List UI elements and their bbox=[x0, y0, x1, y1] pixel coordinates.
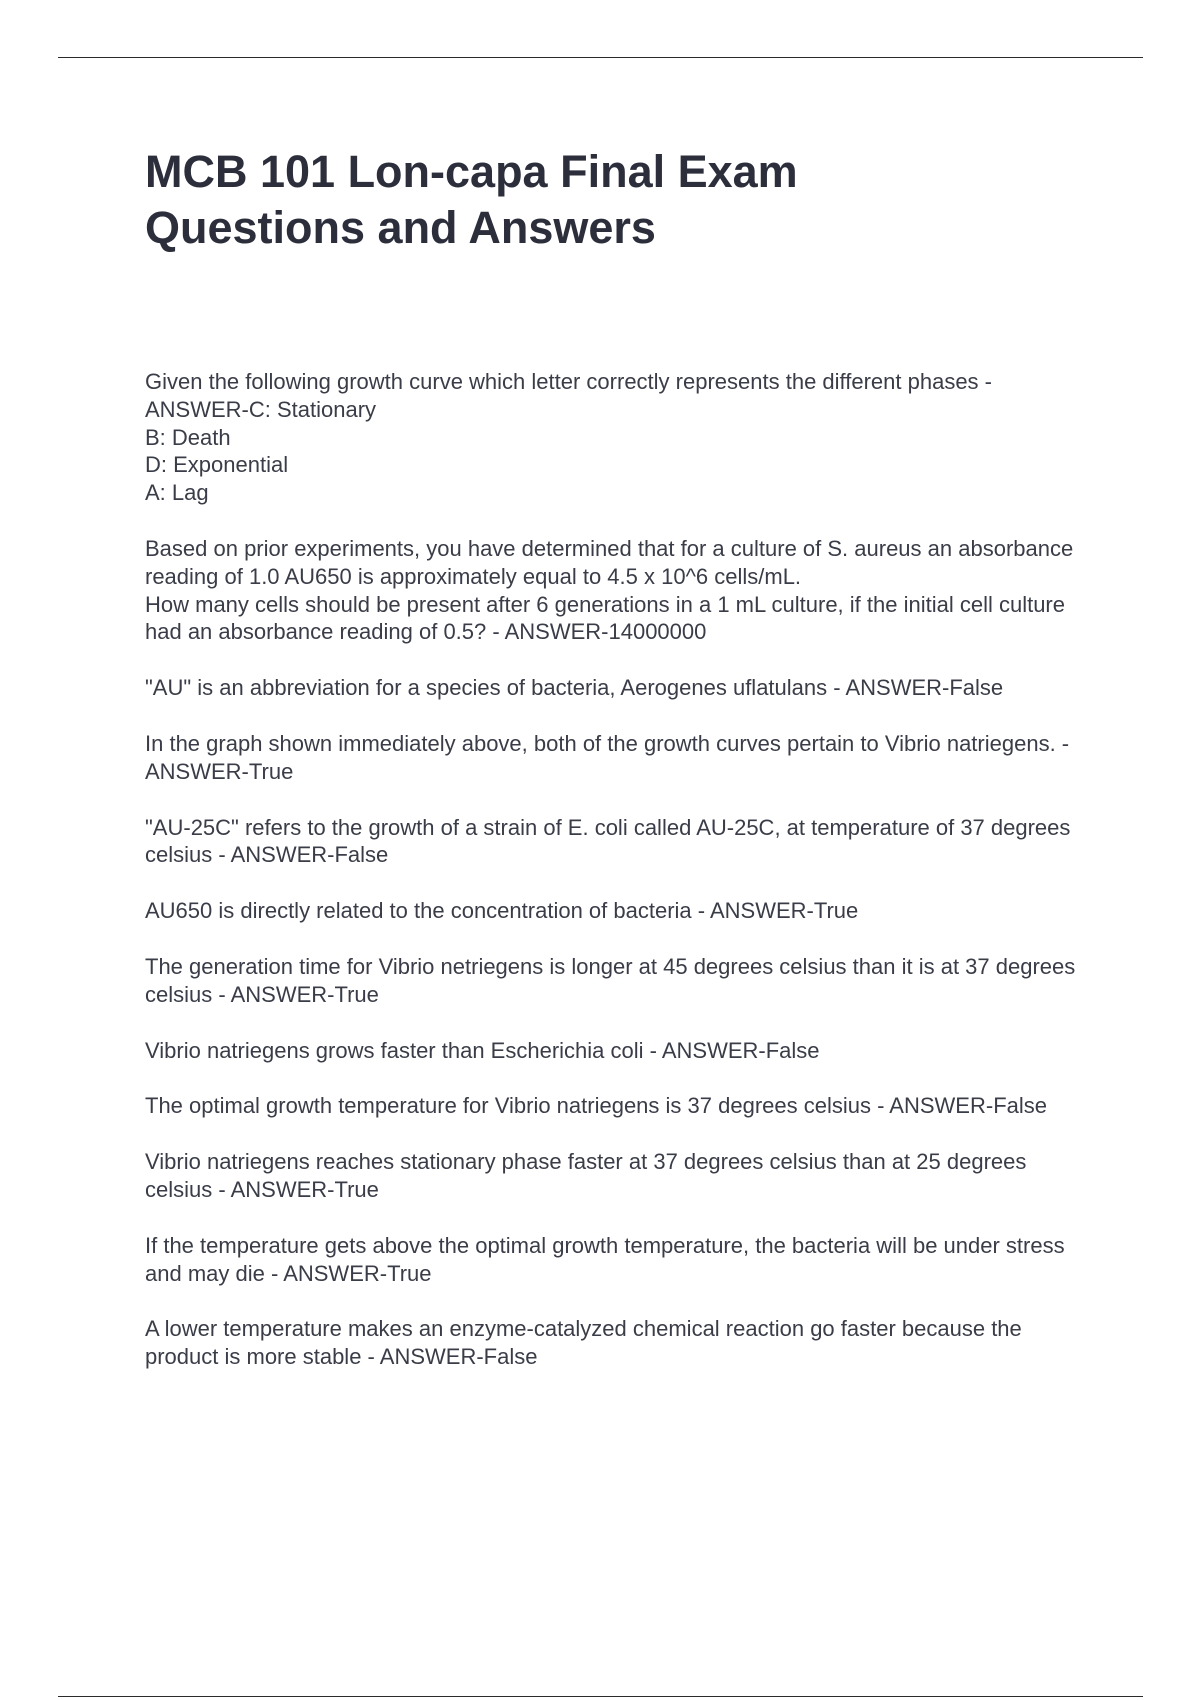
qa-item: A lower temperature makes an enzyme-catalyzed chemical reaction go faster because the product is more stable - ANSWER-False bbox=[145, 1316, 1022, 1370]
qa-item: If the temperature gets above the optimal growth temperature, the bacteria will be under stress and may die - ANSWER-True bbox=[145, 1232, 1065, 1286]
qa-item: "AU-25C" refers to the growth of a strain of E. coli called AU-25C, at temperature of 37 degrees celsius - ANSWER-False bbox=[145, 814, 1071, 868]
page-title bbox=[145, 144, 1045, 256]
title-line-1: MCB 101 Lon-capa Final Exam bbox=[145, 146, 798, 197]
qa-item: "AU" is an abbreviation for a species of bacteria, Aerogenes uflatulans - ANSWER-False bbox=[145, 675, 1004, 701]
qa-item: Given the following growth curve which letter correctly represents the different phases - ANSWER-C: Stationary B: Death D: Exponential A: Lag bbox=[145, 369, 992, 506]
qa-item: Vibrio natriegens reaches stationary phase faster at 37 degrees celsius than at 25 degrees celsius - ANSWER-True bbox=[145, 1149, 1027, 1202]
qa-item: The generation time for Vibrio netriegens is longer at 45 degrees celsius than it is at 37 degrees celsius - ANSWER-True bbox=[145, 953, 1076, 1007]
qa-item: The optimal growth temperature for Vibrio natriegens is 37 degrees celsius - ANSWER-False bbox=[145, 1093, 1047, 1119]
top-divider bbox=[58, 57, 1143, 58]
qa-item: In the graph shown immediately above, both of the growth curves pertain to Vibrio natriegens. - ANSWER-True bbox=[145, 730, 1070, 784]
qa-item: Vibrio natriegens grows faster than Escherichia coli - ANSWER-False bbox=[145, 1037, 820, 1063]
title-line-2: Questions and Answers bbox=[145, 202, 656, 253]
qa-list bbox=[145, 368, 1090, 1399]
bottom-divider bbox=[58, 1696, 1143, 1697]
qa-item: Based on prior experiments, you have determined that for a culture of S. aureus an absorbance reading of 1.0 AU650 is approximately equal to 4.5 x 10^6 cells/mL. How many cells should be present after 6 generations in a 1 mL culture, if the initial cell culture had an absorbance reading of 0.5? - ANSWER-14000000 bbox=[145, 535, 1074, 645]
qa-item: AU650 is directly related to the concentration of bacteria - ANSWER-True bbox=[145, 898, 859, 924]
